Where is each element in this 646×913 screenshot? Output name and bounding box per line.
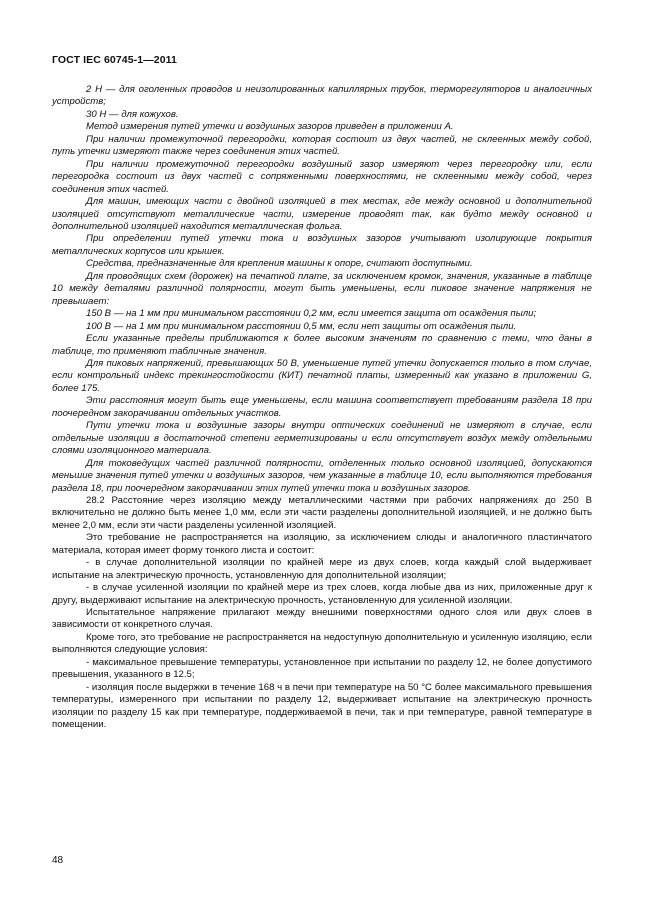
paragraph: Метод измерения путей утечки и воздушных зазоров приведен в приложении А. (86, 121, 454, 133)
paragraph: Пути утечки тока и воздушные зазоры внутри оптических соединений не измеряют в случае, если отдельные изоляции в достаточной степени герметизированы и если отсутствует воздух между отдельными слоями изоляционного материала. (52, 420, 592, 457)
paragraph: 100 В — на 1 мм при минимальном расстоянии 0,5 мм, если нет защиты от осаждения пыли. (86, 320, 517, 332)
paragraph: Кроме того, это требование не распространяется на недоступную дополнительную и усиленную изоляцию, если выполняются следующие условия: (52, 631, 592, 656)
paragraph: При наличии промежуточной перегородки воздушный зазор измеряют через перегородку или, если перегородка состоит из двух частей с сопряженными поверхностями, не склеенными между собой, через соединения этих частей. (52, 158, 592, 195)
paragraph: 150 В — на 1 мм при минимальном расстоянии 0,2 мм, если имеется защита от осаждения пыли; (86, 308, 537, 320)
paragraph: 2 Н — для оголенных проводов и неизолированных капиллярных трубок, терморегуляторов и аналогичных устройств; (52, 84, 592, 108)
paragraph: Это требование не распространяется на изоляцию, за исключением слюды и аналогичного пластинчатого материала, которая имеет форму тонкого листа и состоит: (52, 532, 592, 556)
paragraph: Испытательное напряжение прилагают между внешними поверхностями одного слоя или двух слоев в зависимости от конкретного случая. (52, 607, 592, 631)
paragraph: Эти расстояния могут быть еще уменьшены, если машина соответствует требованиям раздела 18 при поочередном закорачивании отдельных участков. (52, 395, 592, 419)
page-number: 48 (52, 855, 64, 866)
paragraph: При наличии промежуточной перегородки, которая состоит из двух частей, не склеенных между собой, путь утечки измеряют также через соединения этих частей. (52, 133, 592, 158)
paragraph: - максимальное превышение температуры, установленное при испытании по разделу 12, не более допустимого превышения, указанного в 12.5; (52, 656, 592, 681)
paragraph: Для пиковых напряжений, превышающих 50 В, уменьшение путей утечки допускается только в том случае, если контрольный индекс трекингостойкости (КИТ) печатной платы, измеренный как указано в приложении G, более 175. (52, 357, 592, 394)
paragraph: 28.2 Расстояние через изоляцию между металлическими частями при рабочих напряжениях до 250 В включительно не должно быть менее 1,0 мм, если эти части разделены дополнительной изоляцией, и не должно быть менее 2,0 мм, если эти части разделены усиленной изоляцией. (52, 494, 592, 531)
paragraph: - изоляция после выдержки в течение 168 ч в печи при температуре на 50 °С более максимального превышения температуры, измеренного при испытании по разделу 12, выдерживает испытание на электрическую прочность изоляции по разделу 15 как при температуре, поддерживаемой в печи, так и при температуре, равной температуре в помещении. (52, 681, 592, 731)
paragraph: Для машин, имеющих части с двойной изоляцией в тех местах, где между основной и дополнительной изоляцией отсутствуют металлические части, измерение проводят так, как будто между основной и дополнительной изоляцией находится металлическая фольга. (52, 196, 592, 232)
paragraph: - в случае усиленной изоляции по крайней мере из трех слоев, когда любые два из них, приложенные друг к другу, выдерживают испытание на электрическую прочность, установленную для усиленной изоляции. (52, 582, 592, 606)
body-text (52, 84, 592, 732)
paragraph: При определении путей утечки тока и воздушных зазоров учитывают изолирующие покрытия металлических корпусов или крышек. (52, 233, 592, 257)
paragraph: Для проводящих схем (дорожек) на печатной плате, за исключением кромок, значения, указанные в таблице 10 между деталями различной полярности, могут быть уменьшены, если пиковое значение напряжения не превышает: (52, 270, 592, 307)
paragraph: Средства, предназначенные для крепления машины к опоре, считают доступными. (86, 258, 473, 270)
paragraph: - в случае дополнительной изоляции по крайней мере из двух слоев, когда каждый слой выдерживает испытание на электрическую прочность, установленную для дополнительной изоляции; (52, 557, 592, 581)
paragraph: Если указанные пределы приближаются к более высоким значениям по сравнению с теми, что даны в таблице, то применяют табличные значения. (52, 333, 592, 357)
paragraph: 30 Н — для кожухов. (86, 108, 179, 120)
paragraph: Для токоведущих частей различной полярности, отделенных только основной изоляцией, допускаются меньшие значения путей утечки и воздушных зазоров, чем указанные в таблице 10, если выполняются требования раздела 18, при поочередном закорачивании этих путей утечки тока и воздушных зазоров. (52, 457, 592, 494)
standard-code-header: ГОСТ IEC 60745-1—2011 (52, 54, 177, 66)
